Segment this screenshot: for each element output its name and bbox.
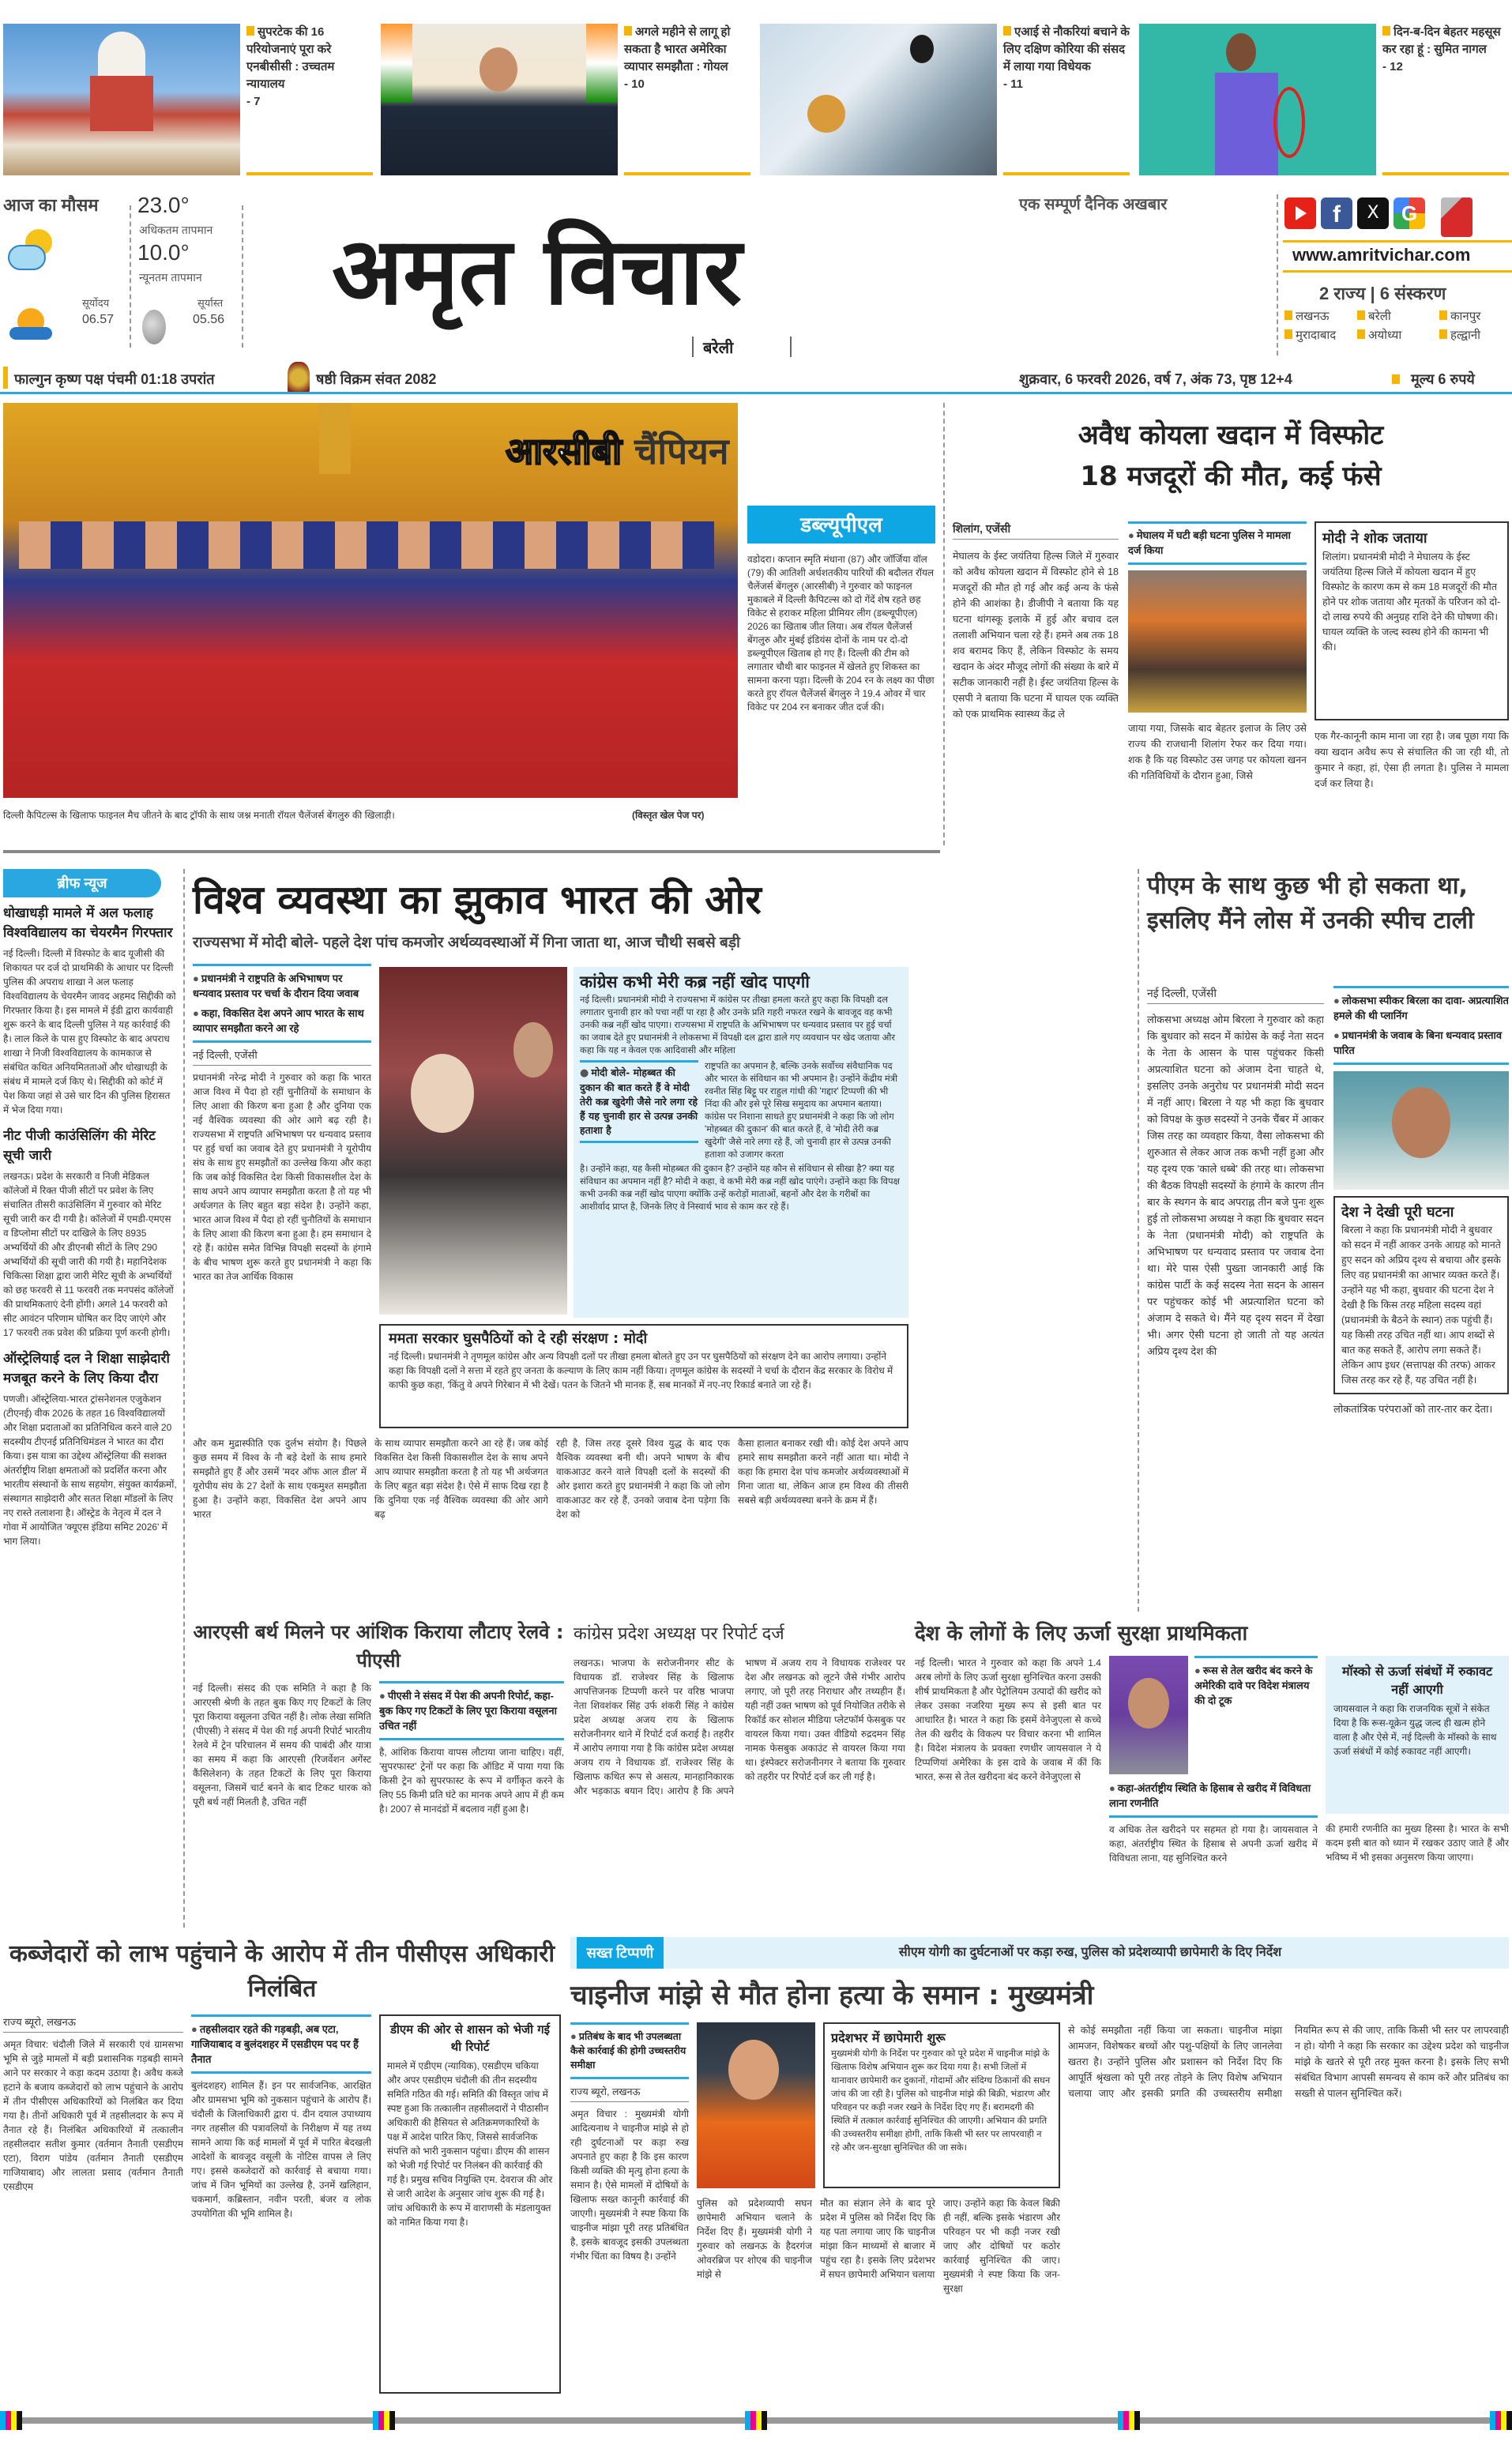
- edition-kanpur[interactable]: कानपुर: [1439, 308, 1512, 325]
- divider: [1109, 1815, 1318, 1818]
- brief-news-label: ब्रीफ न्यूज: [3, 869, 161, 897]
- coal-headline-2: 18 मजदूरों की मौत, कई फंसे: [1080, 461, 1382, 492]
- divider: [193, 964, 371, 966]
- divider: [580, 1141, 698, 1143]
- divider: [1003, 172, 1130, 175]
- energy-highlight-1: ● रूस से तेल खरीद बंद करने के अमेरिकी दावे पर विदेश मंत्रालय की दो टूक: [1194, 1664, 1313, 1706]
- energy-col-1: नई दिल्ली। भारत ने गुरुवार को कहा कि अपने 1.4 अरब लोगों के लिए ऊर्जा सुरक्षा सुनिश्चित करना उसकी शीर्ष प्राथमिकता है और पेट्रोलियम उत्पादों की खरीद को लेकर उसका नजरिया मुख्य रूप से इसी बात पर आधारित है। भारत ने कहा कि इसमें वेनेजुएला से कच्चे तेल की खरीद के विकल्प पर विचार करना भी शामिल है। विदेश मंत्रालय के प्रवक्ता रणधीर जायसवाल ने ये टिप्पणियां अमेरिका के इस दावे के जवाब में कीं कि भारत, रूस से तेल खरीदना बंद करने वेनेजुएला से: [915, 1657, 1101, 1782]
- sunset-time: 05.56: [193, 313, 225, 326]
- divider: [1333, 986, 1509, 988]
- box-body: बिरला ने कहा कि प्रधानमंत्री मोदी ने बुधवार को सदन में नहीं आकर उनके आग्रह को मानते हुए सदन को अप्रिय दृश्य से बचाया और इसके लिए वह प्रधानमंत्री का आभार व्यक्त करते हैं। उन्होंने यह भी कहा, बुधवार की घटना देश ने देखी है कि किस तरह महिला सदस्य वहां (प्रधानमंत्री के बैठने के स्थान) तक पहुंची हैं। यह किसी तरह उचित नहीं था। आप शब्दों से बात कह सकते हैं, आरोप लगा सकते हैं। लेकिन आप इधर (सत्तापक्ष की तरफ) आकर जिस तरह कर रहे हैं, यह उचित नहीं है।: [1341, 1224, 1501, 1386]
- modi-condolence-box: [1315, 521, 1509, 720]
- edition-separator: [790, 337, 792, 357]
- birla-tail: लोकतांत्रिक परंपराओं को तार-तार कर देता।: [1333, 1403, 1493, 1415]
- moscow-box: [1326, 1656, 1509, 1814]
- lead-left-column: [193, 964, 371, 1319]
- divider: [953, 539, 1119, 540]
- divider: [1194, 1656, 1318, 1658]
- box-title: मॉस्को से ऊर्जा संबंधों में रुकावट नहीं आएगी: [1341, 1664, 1493, 1697]
- energy-highlight-column: [1194, 1656, 1318, 1774]
- bullet-icon: [1392, 374, 1400, 384]
- teaser-1[interactable]: सुपरटेक की 16 परियोजनाएं पूरा करे एनबीसीसी : उच्चतम न्यायालय - 7: [246, 25, 335, 108]
- lead-col-2: और कम मुद्रास्फीति एक दुर्लभ संयोग है। पिछले कुछ समय में विश्व के नौ बड़े देशों के साथ हमारे समझौते हुए हैं और उसमें 'मदर ऑफ आल डील' में यूरोपीय संघ के 27 देशों के साथ एकमुश्त समझौता हुआ है। उन्होंने कहा, विकसित देश अपने आप भारत: [193, 1438, 367, 1520]
- box-title: प्रदेशभर में छापेमारी शुरू: [831, 2030, 946, 2045]
- rac-col-2: है, आंशिक किराया वापस लौटाया जाना चाहिए। वहीं, 'सुपरफास्ट' ट्रेनों पर कहा कि ऑडिट में पाया गया कि किसी ट्रेन को सुपरफास्ट के रूप में वर्गीकृत करने के लिए 55 किमी प्रति घंटे का मानक अपने आप में ही कम है। 2007 से मानदंडों में बदलाव नहीं हुआ है।: [379, 1747, 564, 1815]
- lead-highlight-2: ● कहा, विकसित देश अपने आप भारत के साथ व्यापार समझौता करने आ रहे: [193, 1007, 364, 1034]
- sunrise-time: 06.57: [82, 313, 115, 326]
- divider: [1333, 1063, 1509, 1065]
- divider: [1283, 240, 1512, 243]
- manjha-highlight: ● प्रतिबंध के बाद भी उपलब्धता कैसे कार्रवाई की होगी उच्चस्तरीय समीक्षा: [570, 2030, 686, 2071]
- panchang-left: फाल्गुन कृष्ण पक्ष पंचमी 01:18 उपरांत: [14, 371, 215, 387]
- teaser-3[interactable]: एआई से नौकरियां बचाने के लिए दक्षिण कोरिया की संसद में लाया गया विधेयक - 11: [1003, 25, 1130, 91]
- brief-news-column: [3, 904, 177, 1931]
- manjha-col-5: से कोई समझौता नहीं किया जा सकता। चाइनीज मांझा आमजन, विशेषकर बच्चों और पशु-पक्षियों के लिए जानलेवा खतरा है। उन्होंने पुलिस और प्रशासन को निर्देश दिए कि आपूर्ति श्रृंखला को पूरी तरह तोड़ने के लिए विशेष अभियान चलाया जाए और इसकी प्रगति की उच्चस्तरीय समीक्षा नियमित रूप से की जाए, ताकि किसी भी स्तर पर लापरवाही न हो। योगी ने कहा कि सरकार का उद्देश्य प्रदेश को चाइनीज मांझे के खतरे से पूरी तरह मुक्त करना है। इसके लिए सभी संबंधित विभाग आपसी समन्वय से काम करें और प्रतिबंध का सख्ती से पालन सुनिश्चित करें।: [1068, 2025, 1509, 2099]
- bullet-icon: [1284, 310, 1292, 320]
- energy-col-2: व अधिक तेल खरीदने पर सहमत हो गया है। जायसवाल ने कहा, अंतर्राष्ट्रीय स्थित के हिसाब से अपनी ऊर्जा खरीद में विविधता लाना, यह सुनिश्चित करने: [1109, 1824, 1318, 1864]
- edition-haldwani[interactable]: हल्द्वानी: [1439, 327, 1512, 344]
- brief-title-3: ऑस्ट्रेलियाई दल ने शिक्षा साझेदारी मजबूत करने के लिए किया दौरा: [3, 1351, 170, 1386]
- divider: [183, 869, 185, 1928]
- bullet-icon: ●: [193, 972, 199, 984]
- edition-moradabad[interactable]: मुरादाबाद: [1284, 327, 1357, 344]
- divider: [22, 2417, 373, 2424]
- manjha-strap-text: सीएम योगी का दुर्घटनाओं पर कड़ा रुख, पुलिस को प्रदेशव्यापी छापेमारी के दिए निर्देश: [898, 1946, 1282, 1959]
- congress-report-body: लखनऊ। भाजपा के सरोजनीनगर सीट के विधायक डॉ. राजेश्वर सिंह के खिलाफ आपत्तिजनक टिप्पणी करने पर वरिष्ठ भाजपा नेता शिवशंकर सिंह उर्फ शंकरी सिंह ने कांग्रेस प्रदेश अध्यक्ष अजय राय के खिलाफ सरोजनीनगर थाने में रिपोर्ट दर्ज कराई है। तहरीर में आरोप लगाया गया है कि कांग्रेस प्रदेश अध्यक्ष अजय राय ने विधायक डॉ. राजेश्वर सिंह के खिलाफ कथित रूप से असत्य, मानहानिकारक और भड़काऊ बयान दिए। आरोप है कि अपने भाषण में अजय राय ने विधायक राजेश्वर पर देश और लखनऊ को लूटने जैसे गंभीर आरोप लगाए, जो पूरी तरह निराधार और तथ्यहीन हैं। यही नहीं उक्त भाषण को पूर्व नियोजित तरीके से रिकॉर्ड कर सोशल मीडिया प्लेटफॉर्म फेसबुक पर वायरल किया गया। उक्त वीडियो रुद्रदमन सिंह नामक फेसबुक अकाउंट से वायरल किया गया था। इंस्पेक्टर सरोजनीनगर ने बताया कि गुरुवार को तहरीर पर रिपोर्ट दर्ज कर ली गई है।: [574, 1657, 905, 1796]
- congress-box-body-bottom: है। उन्होंने कहा, यह कैसी मोहब्बत की दुकान है? उन्होंने यह कौन से संविधान से सीखा है? क्या यह संविधान का अपमान नहीं है? मोदी ने कहा, वे कभी मेरी कब्र नहीं खोद पाएंगे। उन्होंने कहा कि विपक्ष कभी उनकी कब्र नहीं खोद पाएगा क्योंकि उन्हें करोड़ों माताओं, बहनों और देश के गरीबों का आशीर्वाद प्राप्त है, जिनके लिए वे निस्वार्थ भाव से काम कर रहे हैं।: [580, 1164, 900, 1212]
- manjha-col-4: जाए। उन्होंने कहा कि केवल बिक्री ही नहीं, बल्कि इसके भंडारण और परिवहन पर भी कड़ी नजर रखी जाए और दोषियों पर कठोर कार्रवाई सुनिश्चित की जाए। मुख्यमंत्री ने स्पष्ट किया कि जन-सुरक्षा: [943, 2198, 1060, 2294]
- rcb-more-link[interactable]: (विस्तृत खेल पेज पर): [632, 810, 705, 821]
- divider: [193, 1065, 371, 1066]
- divider: [1382, 172, 1509, 175]
- partly-cloudy-icon: [8, 229, 55, 276]
- edition-lucknow[interactable]: लखनऊ: [1284, 308, 1357, 325]
- masthead-tagline: एक सम्पूर्ण दैनिक अखबार: [1019, 196, 1168, 213]
- coal-col-1: मेघालय के ईस्ट जयंतिया हिल्स जिले में गुरुवार को अवैध कोयला खदान में विस्फोट होने से 18 मजदूरों की मौत हो गई और कई अन्य के फंसे होने की आशंका है। डीजीपी ने बताया कि यह घटना थांगस्कू इलाके में हुई और बचाव दल तलाशी अभियान चला रहे हैं। हमने अब तक 18 शव बरामद किए हैं, लेकिन विस्फोट के समय खदान के अंदर मौजूद लोगों की संख्या के बारे में सटीक जानकारी नहीं है। ईस्ट जयंतिया हिल्स के एसपी ने बताया कि घटना में घायल एक व्यक्ति को एक प्राथमिक स्वास्थ्य केंद्र ले: [953, 551, 1119, 720]
- youtube-icon[interactable]: [1284, 197, 1316, 229]
- brief-body-3: पणजी। ऑस्ट्रेलिया-भारत ट्रांसनेशनल एजुकेशन (टीएनई) वीक 2026 के तहत 16 विश्वविद्यालयों और शिक्षा प्रदाताओं का प्रतिनिधित्व करने वाले 20 सदस्यीय टीएनई प्रतिनिधिमंडल ने भारत का दौरा किया। इस यात्रा का उद्देश्य ऑस्ट्रेलिया की सशक्त अंतर्राष्ट्रीय शिक्षा क्षमताओं को प्रदर्शित करना और भारतीय संस्थानों के साथ सहयोग, संयुक्त कार्यक्रमों, संस्थागत साझेदारी और सतत शिक्षा मॉडलों के लिए नए रास्ते तलाशना है। ऑस्ट्रेड के नेतृत्व में दल ने गोवा में आयोजित 'क्यूएस इंडिया समिट 2026' में भाग लिया।: [3, 1394, 177, 1547]
- box-body: मामले में एडीएम (न्यायिक), एसडीएम चकिया और अपर एसडीएम चंदौली की तीन सदस्यीय समिति गठित की गई। समिति की विस्तृत जांच में स्पष्ट हुआ कि तत्कालीन तहसीलदारों ने पीठासीन अधिकारी की हैसियत से अतिक्रमणकारियों के पक्ष में आदेश पारित किए, जिससे सार्वजनिक संपत्ति को भारी नुकसान पहुंचा। डीएम की शासन को भेजी गई रिपोर्ट पर निलंबन की कार्रवाई की गई है। प्रमुख सचिव नियुक्ति एम. देवराज की ओर से जारी आदेश के अनुसार जांच शुरू की गई है। जांच अधिकारी के रूप में वाराणसी के मंडलायुक्त को नामित किया गया है।: [387, 2060, 553, 2228]
- rcb-body: वडोदरा। कप्तान स्मृति मंधाना (87) और जॉर्जिया वॉल (79) की आतिशी अर्धशतकीय पारियों की बदौलत रॉयल चैलेंजर्स बेंगलुरु (आरसीबी) ने गुरुवार को फाइनल मुकाबले में दिल्ली कैपिटल्स को दो गेंदें शेष रहते छह विकेट से हराकर महिला प्रीमियर लीग (डब्ल्यूपीएल) 2026 का खिताब जीत लिया। अब रॉयल चैलेंजर्स बेंगलुरु और मुंबई इंडियंस दोनों के नाम पर दो-दो डब्ल्यूपीएल खिताब हो गए हैं। दिल्ली की टीम को लगातार चौथी बार फाइनल में खेलते हुए शिकस्त का सामना करना पड़ा। दिल्ली के 204 रन के लक्ष्य का पीछा करते हुए रॉयल चैलेंजर्स बेंगलुरु ने 19.4 ओवर में चार विकेट पर 204 रन बनाकर जीत दर्ज की।: [747, 554, 935, 713]
- congress-box-body-right: राष्ट्रपति का अपमान है, बल्कि उनके सर्वोच्च संवैधानिक पद और भारत के संविधान का भी अपमान है। उन्होंने केंद्रीय मंत्री रवनीत सिंह बिट्टू पर राहुल गांधी की 'गद्दार' टिप्पणी की भी निंदा की और इसे पूरे सिख समुदाय का अपमान बताया। कांग्रेस पर निशाना साधते हुए प्रधानमंत्री ने कहा कि जो लोग 'मोहब्बत की दुकान' की बात करते हैं, वे 'मोदी तेरी कब्र खुदेगी' जैसे नारे लगा रहे हैं, जो चुनावी हार से उत्पन्न उनकी हताशा को उजागर करता: [705, 1062, 898, 1160]
- divider: [943, 403, 945, 845]
- coal-col-2: जाया गया, जिसके बाद बेहतर इलाज के लिए उसे राज्य की राजधानी शिलांग रेफर कर दिया गया। शक है कि यह विस्फोट उस जगह पर कोयला खनन की गतिविधियों के दौरान हुआ, जिसे: [1128, 723, 1307, 781]
- divider: [130, 205, 131, 348]
- bullet-icon: [1357, 310, 1365, 320]
- teaser-4[interactable]: दिन-ब-दिन बेहतर महसूस कर रहा हूं : सुमित नागल - 12: [1382, 25, 1501, 73]
- accent-mark: [3, 367, 8, 389]
- divider: [246, 172, 373, 175]
- weather-panel: [3, 190, 248, 355]
- min-temp: 10.0°: [137, 240, 190, 265]
- bullet-icon: ●: [1333, 1029, 1340, 1041]
- birla-right-column: [1333, 986, 1509, 1610]
- divider: [0, 392, 1512, 394]
- dateline-bar: [0, 360, 1512, 395]
- min-temp-label: न्यूनतम तापमान: [139, 271, 202, 284]
- coal-col-3: एक गैर-कानूनी काम माना जा रहा है। जब पूछा गया कि क्या खदान अवैध रूप से संचालित की जा रही थी, तो कुमार ने कहा, हां, ऐसा ही लगता है। पुलिस ने मामला दर्ज कर लिया है।: [1315, 731, 1509, 789]
- energy-lower-column: [1109, 1781, 1318, 1923]
- edition-separator: [692, 337, 694, 357]
- price: मूल्य 6 रुपये: [1411, 371, 1475, 387]
- divider: [193, 1040, 371, 1043]
- bullet-icon: ●: [1109, 1782, 1115, 1794]
- bullet-icon: ●: [1128, 529, 1134, 541]
- editions-list: [1284, 308, 1512, 344]
- divider: [379, 1738, 564, 1740]
- bullet-icon: [1439, 310, 1447, 320]
- cmyk-swatch: [745, 2411, 767, 2430]
- teaser-2[interactable]: अगले महीने से लागू हो सकता है भारत अमेरिका व्यापार समझौता : गोयल - 10: [624, 25, 731, 91]
- coal-headline-1: अवैध कोयला खदान में विस्फोट: [1078, 419, 1384, 451]
- divider: [191, 2071, 371, 2074]
- divider: [1283, 270, 1512, 273]
- modi-rajyasabha-photo[interactable]: [379, 967, 567, 1315]
- pcs-mid-column: [191, 2014, 371, 2402]
- jaiswal-photo[interactable]: [1109, 1656, 1188, 1774]
- divider: [1140, 2417, 1491, 2424]
- divider: [242, 205, 243, 348]
- raids-box: [823, 2022, 1060, 2188]
- bullet-icon: ●: [580, 1067, 589, 1079]
- moon-icon: [142, 310, 166, 344]
- bullet-icon: [1357, 329, 1365, 339]
- lead-col-5: कैसा हालात बनाकर रखी थी। कोई देश अपने आप हमारे साथ समझौता करने नहीं आता था। मोदी ने कहा कि हमारा देश पांच कमजोर अर्थव्यवस्थाओं में गिना जाता था, लेकिन आज हम विश्व की तीसरी सबसे बड़ी अर्थव्यवस्था बनने के क्रम में हैं।: [738, 1438, 908, 1506]
- manjha-col-3: मौत का संज्ञान लेने के बाद पूरे प्रदेश में पुलिस को निर्देश दिए कि यह पता लगाया जाए कि चाइनीज मांझा किन माध्यमों से बाजार में पहुंच रहा है। इसके लिए प्रदेशभर में सघन छापेमारी अभियान चलाया: [820, 2198, 935, 2280]
- rac-headline: आरएसी बर्थ मिलने पर आंशिक किराया लौटाए रेलवे : पीएसी: [193, 1621, 564, 1672]
- manjha-headline: चाइनीज मांझे से मौत होना हत्या के समान : मुख्यमंत्री: [570, 1980, 1094, 2011]
- divider: [3, 850, 940, 853]
- bullet-icon: [1284, 329, 1292, 339]
- pcs-col-2: बुलंदशहर) शामिल हैं। इन पर सार्वजनिक, आरक्षित और ग्रामसभा भूमि को नुकसान पहुंचाने के आरोप हैं। चंदौली के जिलाधिकारी द्वारा पं. दीन दयाल उपाध्याय नगर तहसील की पत्रावलियों के निरीक्षण में यह तथ्य सामने आया कि कई मामलों में पूर्व में पारित बेदखली आदेशों के बावजूद वसूली के नोटिस वापस ले लिए गए। इससे कब्जेदारों को कार्रवाई से बचाया गया। जांच में जिन भूमियों का उल्लेख है, उनमें खलिहान, चकमार्ग, कब्रिस्तान, नवीन परती, बंजर व लोक उपयोगिता की भूमि शामिल है।: [191, 2080, 371, 2219]
- date-info: शुक्रवार, 6 फरवरी 2026, वर्ष 7, अंक 73, पृष्ठ 12+4: [1019, 371, 1292, 387]
- lead-col-1: प्रधानमंत्री नरेन्द्र मोदी ने गुरुवार को कहा कि भारत आज विश्व में पैदा हो रहीं चुनौतियों के समाधान के लिए आशा की किरण बना हुआ है और दुनिया एक नई वैश्विक व्यवस्था की ओर आगे बढ़ रही है। राज्यसभा में राष्ट्रपति अभिभाषण पर धन्यवाद प्रस्ताव पर हुई चर्चा का जवाब देते हुए प्रधानमंत्री ने यूरोपीय संघ के साथ हुए समझौतों का उल्लेख किया और कहा कि जब कोई विकसित देश किसी विकासशील देश के साथ अपने आप व्यापार समझौता करता है तो यह भी अर्थजगत के लिए बहुत बड़ा संदेश है। उन्होंने कहा, भारत आज विश्व में पैदा हो रहीं चुनौतियों के समाधान के लिए आशा की किरण बना हुआ है। हम समाधान दे रहे हैं। कांग्रेस समेत विभिन्न विपक्षी सदस्यों के हंगामे के बीच भाषण शुरू करते हुए प्रधानमंत्री ने कहा कि भारत का तेज आर्थिक विकास: [193, 1072, 371, 1282]
- print-registration-bar: [0, 2411, 1512, 2430]
- birla-body: लोकसभा अध्यक्ष ओम बिरला ने गुरुवार को कहा कि बुधवार को सदन में कांग्रेस के कई नेता सदन के नेता के आसन के पास पहुंचकर किसी अप्रत्याशित घटना को अंजाम देना चाहते थे, इसलिए उनके अनुरोध पर प्रधानमंत्री मोदी सदन में नहीं आए। बिरला ने यह भी कहा कि बुधवार को विपक्ष के कुछ सदस्यों ने उनके चैंबर में आकर जिस तरह का व्यवहार किया, वैसा लोकसभा की शुरुआत से लेकर आज तक कभी नहीं हुआ और यह दृश्य एक 'काले धब्बे' की तरह था। लोकसभा की बैठक विपक्षी सदस्यों के हंगामे के कारण तीन बार के स्थगन के बाद अपराह्न तीन बजे पुनः शुरू हुई तो लोकसभा अध्यक्ष ने कहा कि बुधवार सदन के नेता (प्रधानमंत्री मोदी) को राष्ट्रपति के अभिभाषण पर धन्यवाद प्रस्ताव पर जवाब देना था। मेरे पास ऐसी पुख्ता जानकारी आई कि कांग्रेस पार्टी के कई सदस्य नेता सदन के आसन पर पहुंचकर कोई भी अप्रत्याशित घटना को अंजाम दे सकते थे। मैंने यह दृश्य सदन में देखा भी। अगर ऐसी घटना हो जाती तो यह अत्यंत अप्रिय दृश्य देश की: [1147, 1014, 1324, 1357]
- rcb-photo-caption: दिल्ली कैपिटल्स के खिलाफ फाइनल मैच जीतने के बाद ट्रॉफी के साथ जश्न मनाती रॉयल चैलेंजर्स बेंगलुरु की खिलाड़ी।: [3, 810, 395, 821]
- rac-col-1: नई दिल्ली। संसद की एक समिति ने कहा है कि आरएसी श्रेणी के तहत बुक किए गए टिकटों के लिए पूरा किराया वसूलना उचित नहीं है। लोक लेखा समिति (पीएसी) ने संसद में पेश की गई अपनी रिपोर्ट भारतीय रेलवे में ट्रेन परिचालन में समय की पाबंदी और यात्रा का समय में कहा कि आरएसी (रिजर्वेशन अगेंस्ट कैंसिलेशन) के तहत टिकटों के लिए पूरा किराया वसूलना, जिसमें चार्ट बनने के बाद टिकट धारक को पूरी बर्थ नहीं मिलती है, उचित नहीं: [193, 1683, 371, 1807]
- cmyk-swatch: [1118, 2411, 1140, 2430]
- box-title: देश ने देखी पूरी घटना: [1341, 1204, 1454, 1221]
- sunrise-icon: [9, 308, 52, 343]
- bullet-icon: [1003, 26, 1011, 36]
- divider: [1128, 521, 1307, 524]
- box-body: मुख्यमंत्री योगी के निर्देश पर गुरुवार को पूरे प्रदेश में चाइनीज मांझे के खिलाफ विशेष अभियान शुरू कर दिया गया है। सभी जिलों में थानावार छापेमारी कर दुकानों, गोदामों और संदिग्ध ठिकानों की सघन जांच की जा रही है। पुलिस को चाइनीज मांझे की बिक्री, भंडारण और परिवहन पर कड़ी नजर रखने के निर्देश दिए गए हैं। बरामदगी की स्थिति में तत्काल कार्रवाई सुनिश्चित की जाएगी। अभियान की प्रगति की उच्चस्तरीय समीक्षा होगी, ताकि किसी भी स्तर पर लापरवाही न रहे और जन-सुरक्षा सुनिश्चित की जा सके।: [831, 2049, 1051, 2153]
- manjha-col-2: पुलिस को प्रदेशव्यापी सघन छापेमारी अभियान चलाने के निर्देश दिए हैं। मुख्यमंत्री योगी ने गुरुवार को लखनऊ के हैदरगंज ओवरब्रिज पर शोएब की चाइनीज मांझे से: [697, 2198, 812, 2280]
- sunset-label: सूर्यास्त: [197, 297, 224, 309]
- brief-title-2: नीट पीजी काउंसिलिंग की मेरिट सूची जारी: [3, 1128, 156, 1164]
- om-birla-photo[interactable]: [1333, 1071, 1509, 1190]
- manjha-left-column: [570, 2022, 689, 2402]
- bullet-icon: ●: [191, 2023, 197, 2035]
- birla-dateline: नई दिल्ली, एजेंसी: [1147, 987, 1217, 999]
- congress-box-body-top: नई दिल्ली। प्रधानमंत्री मोदी ने राज्यसभा में कांग्रेस पर तीखा हमला करते हुए कहा कि विपक्षी दल लगातार चुनावी हार को पचा नहीं पा रहा है और उनके प्रति गहरी नफरत रखने के बावजूद वह कभी उनकी कब्र नहीं खोद पाएगा। राज्यसभा में राष्ट्रपति के अभिभाषण पर धन्यवाद प्रस्ताव पर हुई चर्चा का जवाब देते हुए प्रधानमंत्री ने लोकसभा में विपक्षी दल द्वारा डाले गए व्यवधान पर खेद जताया और कहा कि यह न केवल एक आदिवासी और महिला: [580, 995, 896, 1055]
- dm-report-box: [379, 2014, 561, 2394]
- deity-icon: [288, 362, 310, 393]
- divider: [570, 2077, 689, 2079]
- rcb-headline: आरसीबी चैंपियन: [506, 430, 729, 472]
- divider: [379, 1681, 564, 1683]
- coal-dateline: शिलांग, एजेंसी: [953, 522, 1011, 535]
- brief-body-2: लखनऊ। प्रदेश के सरकारी व निजी मेडिकल कॉलेजों में रिक्त पीजी सीटों पर प्रवेश के लिए संचालित तीसरी काउंसिलिंग में गुरुवार को मेरिट सूची जारी कर दी गयी है। कॉलेजों में एमडी-एमएस व डिप्लोमा सीटों पर दाखिले के लिए 8935 अभ्यर्थियों की और डीएनबी सीटों के लिए 290 अभ्यर्थियों की सूची जारी की गयी है। महानिदेशक चिकित्सा शिक्षा द्वारा जारी मेरिट सूची के अभ्यर्थियों को छह फरवरी से 11 फरवरी तक मनपसंद कॉलेजों की प्राथमिकताएं देनी होंगी। अगले 14 फरवरी को सीट आवंटन परिणाम घोषित कर दिए जाएंगे और 17 फरवरी तक प्रवेश की प्रक्रिया पूर्ण करनी होगी।: [3, 1171, 174, 1338]
- website-link[interactable]: www.amritvichar.com: [1292, 245, 1471, 265]
- bullet-icon: [1382, 26, 1390, 36]
- pcs-highlight: ● तहसीलदार रहते की गड़बड़ी, अब एटा, गाजियाबाद व बुलंदशहर में एसडीएम पद पर हैं तैनात: [191, 2023, 359, 2065]
- box-body: जायसवाल ने कहा कि राजनयिक सूत्रों ने संकेत दिया है कि रूस-यूक्रेन युद्ध जल्द ही खत्म होने वाला है और ऐसे में, नई दिल्ली के मॉस्को के साथ ऊर्जा संबंधों में कोई रुकावट नहीं आएगी।: [1333, 1703, 1497, 1757]
- divider: [570, 2022, 689, 2025]
- coal-highlight: ● मेघालय में घटी बड़ी घटना पुलिस ने मामला दर्ज किया: [1128, 529, 1291, 556]
- panchang-right: षष्ठी विक्रम संवत 2082: [316, 371, 437, 387]
- lead-col-4: रही है, जिस तरह दूसरे विश्व युद्ध के बाद एक वैश्विक व्यवस्था बनी थी। अपने भाषण के बीच वाकआउट करने वाले विपक्षी दलों के सदस्यों की ओर इशारा करते हुए प्रधानमंत्री ने कहा कि जो लोग वाकआउट कर रहे हैं, उनको जवाब देना पड़ेगा कि देश को: [556, 1438, 730, 1520]
- birla-highlight-2: ● प्रधानमंत्री के जवाब के बिना धन्यवाद प्रस्ताव पारित: [1333, 1029, 1503, 1056]
- congress-report-headline: कांग्रेस प्रदेश अध्यक्ष पर रिपोर्ट दर्ज: [574, 1623, 784, 1643]
- robot-photo[interactable]: [760, 24, 997, 175]
- divider: [1147, 1003, 1324, 1004]
- mamata-box-body: नई दिल्ली। प्रधानमंत्री ने तृणमूल कांग्रेस और अन्य विपक्षी दलों पर तीखा हमला बोलते हुए उन पर घुसपैठियों को संरक्षण देने का आरोप लगाया। उन्होंने कहा कि विपक्षी दलों ने सत्ता में रहते हुए जनता के कल्याण के लिए काम नहीं किया। तृणमूल कांग्रेस के सदस्यों ने चर्चा के दौरान केंद्र सरकार के विरोध में काफी कुछ कहा, 'किंतु वे अपने गिरेबान में भी देखें। पतन के जितने भी मानक हैं, सब मानकों में नए-नए रिकार्ड बनाते जा रहे हैं।: [389, 1351, 893, 1390]
- edition-bareilly[interactable]: बरेली: [1357, 308, 1439, 325]
- states-editions: 2 राज्य | 6 संस्करण: [1319, 284, 1446, 303]
- max-temp: 23.0°: [137, 193, 190, 217]
- weather-title: आज का मौसम: [3, 195, 99, 215]
- divider: [1138, 869, 1139, 1612]
- congress-grave-box: [574, 967, 908, 1318]
- bullet-icon: ●: [379, 1690, 386, 1702]
- energy-col-3: की हमारी रणनीति का मुख्य हिस्सा है। भारत के सभी कदम इसी बात को ध्यान में रखकर उठाए जाते हैं और भविष्य में भी इसका अनुसरण किया जाएगा।: [1326, 1823, 1509, 1863]
- teaser-strip: [0, 0, 1512, 183]
- bullet-icon: [624, 26, 632, 36]
- microphone-logo-icon: [1441, 197, 1473, 237]
- box-title: डीएम की ओर से शासन को भेजी गई थी रिपोर्ट: [389, 2022, 551, 2054]
- cmyk-swatch: [1490, 2411, 1512, 2430]
- rac-highlight: ● पीएसी ने संसद में पेश की अपनी रिपोर्ट, कहा- बुक किए गए टिकटों के लिए पूरा किराया वसूलना उचित नहीं: [379, 1690, 557, 1732]
- lead-dateline: नई दिल्ली, एजेंसी: [193, 1049, 258, 1061]
- divider: [3, 2032, 183, 2033]
- lead-subhead: राज्यसभा में मोदी बोले- पहले देश पांच कमजोर अर्थव्यवस्थाओं में गिना जाता था, आज चौथी सबसे बड़ी: [193, 935, 740, 951]
- box-title: मोदी ने शोक जताया: [1322, 530, 1427, 547]
- tennis-photo[interactable]: [1139, 24, 1376, 175]
- edition-ayodhya[interactable]: अयोध्या: [1357, 327, 1439, 344]
- box-body: शिलांग। प्रधानमंत्री मोदी ने मेघालय के ईस्ट जयंतिया हिल्स जिले में कोयला खदान में हुए विस्फोट के कारण कम से कम 18 मजदूरों की मौत होने पर शोक जताया और मृतकों के परिजन को दो-दो लाख रुपये की अनुग्रह राशि देने की घोषणा की। घायल व्यक्ति के जल्द स्वस्थ होने की कामना भी की।: [1322, 551, 1501, 653]
- yogi-photo[interactable]: [697, 2022, 815, 2188]
- brief-title-1: धोखाधड़ी मामले में अल फलाह विश्वविद्यालय का चेयरमैन गिरफ्तार: [3, 905, 173, 941]
- birla-highlight-1: ● लोकसभा स्पीकर बिरला का दावा- अप्रत्याशित हमले की थी प्लानिंग: [1333, 995, 1509, 1021]
- mamata-box-title: ममता सरकार घुसपैठियों को दे रही संरक्षण : मोदी: [389, 1330, 648, 1347]
- coal-mine-photo[interactable]: [1128, 570, 1307, 713]
- google-icon[interactable]: G: [1394, 197, 1425, 229]
- divider: [1277, 194, 1278, 355]
- bullet-icon: ●: [570, 2030, 577, 2042]
- congress-box-quote: ● मोदी बोले- मोहब्बत की दुकान की बात करते हैं वे मोदी तेरी कब्र खुदेगी जैसे नारे लगा रहे हैं यह चुनावी हार से उत्पन्न उनकी हताशा है: [580, 1066, 698, 1136]
- pcs-headline: कब्जेदारों को लाभ पहुंचाने के आरोप में तीन पीसीएस अधिकारी निलंबित: [9, 1940, 555, 2003]
- divider: [570, 2101, 689, 2102]
- bullet-icon: [1439, 329, 1447, 339]
- bullet-icon: [246, 26, 254, 36]
- country-saw-box: [1333, 1196, 1509, 1394]
- bullet-icon: ●: [193, 1007, 199, 1019]
- wpl-tag: डब्ल्यूपीएल: [747, 506, 935, 544]
- rac-right-column: [379, 1681, 564, 1923]
- divider: [1128, 562, 1307, 565]
- goyal-photo[interactable]: [381, 24, 618, 175]
- birla-headline: पीएम के साथ कुछ भी हो सकता था, इसलिए मैंने लोस में उनकी स्पीच टाली: [1147, 872, 1474, 935]
- lead-headline: विश्व व्यवस्था का झुकाव भारत की ओर: [193, 877, 762, 923]
- mamata-box: [379, 1324, 908, 1428]
- divider: [191, 2014, 371, 2017]
- bullet-icon: ●: [1333, 995, 1340, 1006]
- brief-body-1: नई दिल्ली। दिल्ली में विस्फोट के बाद यूजीसी की शिकायत पर दर्ज दो प्राथमिकी के आधार पर दिल्ली पुलिस की अपराध शाखा ने अल फलाह विश्वविद्यालय के चेयरमैन जावद अहमद सिद्दीकी को गिरफ्तार किया है। इस मामले में ईडी द्वारा कार्यवाही शुरू करने के बाद दिल्ली पुलिस ने यह कार्रवाई की है। लाल किले के पास हुए विस्फोट के बाद अपराध शाखा ने निजी विश्वविद्यालय के कामकाज से संबंधित कथित अनियमितताओं और धोखाधड़ी के संबंध में मामले दर्ज किए थे। सिद्दीकी को कोर्ट में पेश किया जहां से उसे चार दिन की पुलिस हिरासत में भेज दिया गया।: [3, 948, 176, 1115]
- supreme-court-photo[interactable]: [3, 24, 240, 175]
- bullet-icon: ●: [1194, 1664, 1201, 1676]
- manjha-tag: सख्त टिप्पणी: [577, 1937, 664, 1969]
- social-links: [1284, 197, 1473, 237]
- lead-highlight-1: ● प्रधानमंत्री ने राष्ट्रपति के अभिभाषण पर धन्यवाद प्रस्ताव पर चर्चा के दौरान दिया जवाब: [193, 972, 359, 999]
- facebook-icon[interactable]: f: [1321, 197, 1352, 229]
- divider: [624, 172, 750, 175]
- pcs-left-column: [3, 2014, 183, 2402]
- lead-col-3: के साथ व्यापार समझौता करने आ रहे हैं। जब कोई विकसित देश किसी विकासशील देश के साथ अपने आप व्यापार समझौता करता है तो यह भी अर्थजगत के लिए बहुत बड़ा संदेश है। ऐसे में साफ दिख रहा है कि दुनिया एक नई वैश्विक व्यवस्था की ओर आगे बढ़: [374, 1438, 548, 1520]
- pcs-dateline: राज्य ब्यूरो, लखनऊ: [3, 2016, 76, 2028]
- energy-highlight-2: ● कहा-अंतर्राष्ट्रीय स्थिति के हिसाब से खरीद में विविधता लाना रणनीति: [1109, 1782, 1311, 1809]
- divider: [395, 2417, 746, 2424]
- pcs-col-1: अमृत विचार: चंदौली जिले में सरकारी एवं ग्रामसभा भूमि से जुड़े मामलों में बड़ी प्रशासनिक गड़बड़ी सामने आने पर सरकार ने कड़ा कदम उठाया है। अवैध कब्जे हटाने के बजाय कब्जेदारों को लाभ पहुंचाने के आरोप में तीन पीसीएस अधिकारियों को निलंबित कर दिया गया है। तीनों अधिकारी पूर्व में तहसीलदार के रूप में तैनात रहे हैं। निलंबित अधिकारियों में तत्कालीन तहसीलदार सतीश कुमार (वर्तमान तैनाती एसडीएम एटा), विराग पांडेय (वर्तमान तैनाती एसडीएम गाजियाबाद) और लालता प्रसाद (वर्तमान तैनाती एसडीएम: [3, 2039, 183, 2192]
- cmyk-swatch: [0, 2411, 22, 2430]
- x-icon[interactable]: X: [1357, 197, 1389, 229]
- masthead-title: अमृत विचार: [332, 216, 742, 325]
- cmyk-swatch: [373, 2411, 395, 2430]
- energy-headline: देश के लोगों के लिए ऊर्जा सुरक्षा प्राथमिकता: [915, 1622, 1248, 1646]
- manjha-col-1: अमृत विचार : मुख्यमंत्री योगी आदित्यनाथ ने चाइनीज मांझे से हो रही दुर्घटनाओं पर कड़ा रुख अपनाते हुए कहा है कि इस कारण किसी व्यक्ति की मृत्यु होना हत्या के समान है। ऐसे मामलों में दोषियों के खिलाफ सख्त कानूनी कार्रवाई की जाएगी। मुख्यमंत्री ने स्पष्ट किया कि चाइनीज मांझा पूरी तरह प्रतिबंधित है, इसके बावजूद इसकी उपलब्धता गंभीर चिंता का विषय है। उन्होंने: [570, 2108, 689, 2262]
- divider: [580, 1060, 698, 1063]
- sunrise-label: सूर्योदय: [82, 297, 110, 309]
- manjha-dateline: राज्य ब्यूरो, लखनऊ: [570, 2086, 641, 2097]
- congress-box-title: कांग्रेस कभी मेरी कब्र नहीं खोद पाएगी: [580, 972, 810, 991]
- divider: [767, 2417, 1118, 2424]
- edition-city: बरेली: [703, 340, 734, 357]
- max-temp-label: अधिकतम तापमान: [139, 224, 213, 236]
